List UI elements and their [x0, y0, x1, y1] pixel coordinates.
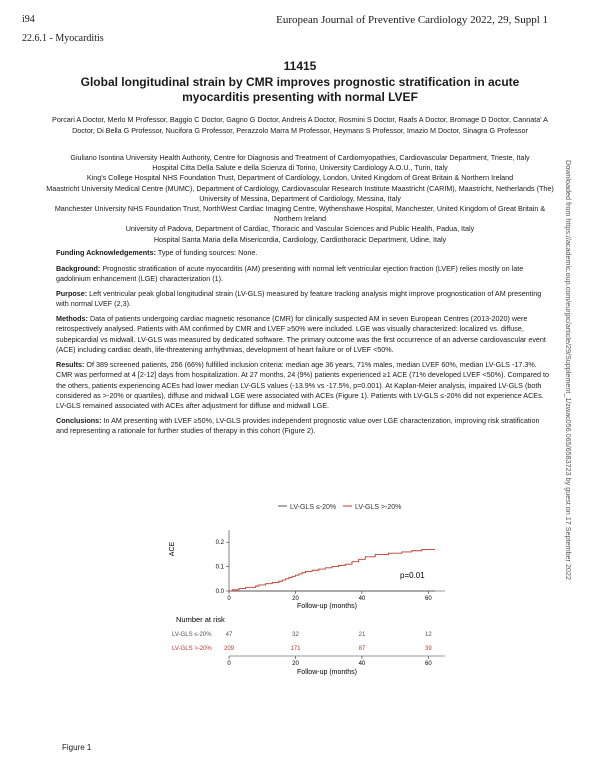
y-ticks — [216, 540, 229, 595]
funding-label: Funding Acknowledgements: — [56, 248, 156, 257]
risk-row-label-low-gls: LV-GLS ≤-20% — [172, 632, 212, 638]
methods-text: Data of patients undergoing cardiac magnetic resonance (CMR) for clinically suspected AM in seven European Centres (2013-2020) were retrospectively analysed. Patients with AM confirmed by CMR and LVEF ≥50% were included. LGE was visually characterized: localized vs. diffuse, subepicardial vs midwall. LV-GLS was measured by dedicated software. The primary outcome was the first occurrence of an adverse cardiovascular event (ACE) including cardiac death, life-threatening arrhythmias, development of heart failure or of LVEF <50%. — [56, 314, 546, 354]
risk-table-cell: 87 — [358, 646, 366, 652]
risk-table-cell: 12 — [425, 632, 432, 638]
abstract-number: 11415 — [283, 59, 317, 73]
x-tick-label: 20 — [292, 661, 299, 667]
risk-table-cell: 21 — [358, 632, 366, 638]
risk-table-values — [224, 632, 432, 652]
legend-label-low-gls: LV-GLS ≤-20% — [290, 504, 337, 511]
x-ticks — [227, 591, 432, 602]
background-label: Background: — [56, 264, 101, 273]
x-tick-label: 0 — [227, 661, 231, 667]
methods-label: Methods: — [56, 314, 88, 323]
risk-row-label-high-gls: LV-GLS >-20% — [172, 646, 212, 652]
x-tick-label: 0 — [227, 596, 231, 602]
risk-table-x-ticks — [227, 656, 432, 667]
risk-table-cell: 47 — [225, 632, 233, 638]
y-axis-label: ACE — [169, 541, 176, 557]
affiliation: Hospital Citta Della Salute e della Scienza di Torino, University Cardiology A.O.U., Turin, Italy — [152, 163, 448, 173]
conclusions-label: Conclusions: — [56, 416, 102, 425]
x-tick-label: 20 — [292, 596, 299, 602]
x-tick-label: 40 — [358, 596, 366, 602]
risk-table-x-label: Follow-up (months) — [297, 669, 357, 676]
risk-table-cell: 39 — [425, 646, 432, 652]
affiliation: University of Messina, Department of Cardiology, Messina, Italy — [199, 193, 401, 203]
results-label: Results: — [56, 360, 85, 369]
p-value-annotation: p=0.01 — [400, 571, 425, 580]
abstract-title: Global longitudinal strain by CMR improves prognostic stratification in acute myocarditis presenting with normal LVEF — [80, 75, 520, 104]
journal-header: European Journal of Preventive Cardiology 2022, 29, Suppl 1 — [276, 14, 548, 26]
risk-table-cell: 209 — [223, 646, 235, 652]
x-tick-label: 40 — [358, 661, 366, 667]
conclusions-text: In AM presenting with LVEF ≥50%, LV-GLS provides independent prognostic value over LGE characterization, improving risk stratification and representing a rationale for further studies of therapy in this cohort (Figure 2). — [56, 416, 540, 436]
funding-text: Type of funding sources: None. — [157, 248, 258, 257]
purpose-text: Left ventricular peak global longitudinal strain (LV-GLS) measured by feature tracking analysis might improve prognostication of AM presenting with normal LVEF (2,3). — [56, 289, 542, 309]
affiliation: University of Padova, Department of Cardiac, Thoracic and Vascular Sciences and Public Health, Padua, Italy — [125, 224, 475, 234]
background-text: Prognostic stratification of acute myocarditis (AM) presenting with normal left ventricular ejection fraction (LVEF) relies mostly on late gadolinium enhancement (LGE) characterization (1). — [56, 264, 524, 284]
x-tick-label: 60 — [425, 596, 432, 602]
affiliation: Manchester University NHS Foundation Trust, NorthWest Cardiac Imaging Centre, Wythenshawe Hospital, Manchester, United Kingdom of Great Britain & Northern Ireland — [54, 204, 546, 224]
download-watermark: Downloaded from https://academic.oup.com/eurjpc/article/29/Supplement_1/zwac056.065/6583723 by guest on 17 September 2022 — [564, 160, 573, 580]
risk-table-title: Number at risk — [176, 615, 225, 624]
affiliation: Hospital Santa Maria della Misericordia, Cardiology, Cardiothoracic Department, Udine, Italy — [153, 234, 447, 244]
affiliation: Maastricht University Medical Centre (MUMC), Department of Cardiology, Cardiovascular Research Institute Maastricht (CARIM), Maastricht, Netherlands (The) — [46, 183, 554, 193]
affiliation: Giuliano Isontina University Health Authority, Centre for Diagnosis and Treatment of Cardiomyopathies, Cardiovascular Department, Trieste, Italy — [70, 153, 530, 162]
affiliation: King's College Hospital NHS Foundation Trust, Department of Cardiology, London, United Kingdom of Great Britain & Northern Ireland — [86, 173, 514, 183]
y-tick-label: 0.1 — [215, 564, 224, 571]
risk-table-cell: 171 — [290, 646, 301, 652]
y-tick-label: 0.0 — [215, 589, 224, 595]
results-text: Of 389 screened patients, 256 (66%) fulfilled inclusion criteria: median age 36 years, 71% males, median LVEF 60%, median LV-GLS -17.3%. CMR was performed at 4 [2-12] days from hospitalization. At 27 months, 24 (9%) patients experienced ≥1 ACE (71% developed LVEF <50%). Compared to the others, patients experiencing ACEs had lower median LV-GLS values (-13.9% vs -17.5%, p=0.001). At Kaplan-Meier analysis, impaired LV-GLS (both considered as >-20% or quartiles), diffuse and midwall LGE were associated with ACEs (Figure 1). Patients with LV-GLS ≤-20% did not experience ACEs. LV-GLS remained associated with ACEs after adjustment for diffuse and midwall LGE. — [56, 360, 550, 411]
figure-label: Figure 1 — [62, 743, 92, 752]
risk-table-cell: 32 — [292, 632, 299, 638]
page-number: i94 — [22, 14, 35, 25]
x-tick-label: 60 — [425, 661, 432, 667]
y-tick-label: 0.2 — [215, 540, 224, 547]
legend-label-high-gls: LV-GLS >-20% — [355, 504, 402, 511]
purpose-label: Purpose: — [56, 289, 88, 298]
author-list: Porcari A Doctor, Merlo M Professor, Baggio C Doctor, Gagno G Doctor, Andreis A Doctor, Rosmini S Doctor, Raafs A Doctor, Bromage D Doctor, Cannata' A Doctor, Di Bella G Professor, Nucifora G Professor, Perazzolo Marra M Professor, Heymans S Professor, Imazio M Doctor, Sinagra G Professor — [52, 115, 548, 135]
section-label: 22.6.1 - Myocarditis — [22, 33, 104, 44]
x-axis-label: Follow-up (months) — [297, 603, 357, 610]
